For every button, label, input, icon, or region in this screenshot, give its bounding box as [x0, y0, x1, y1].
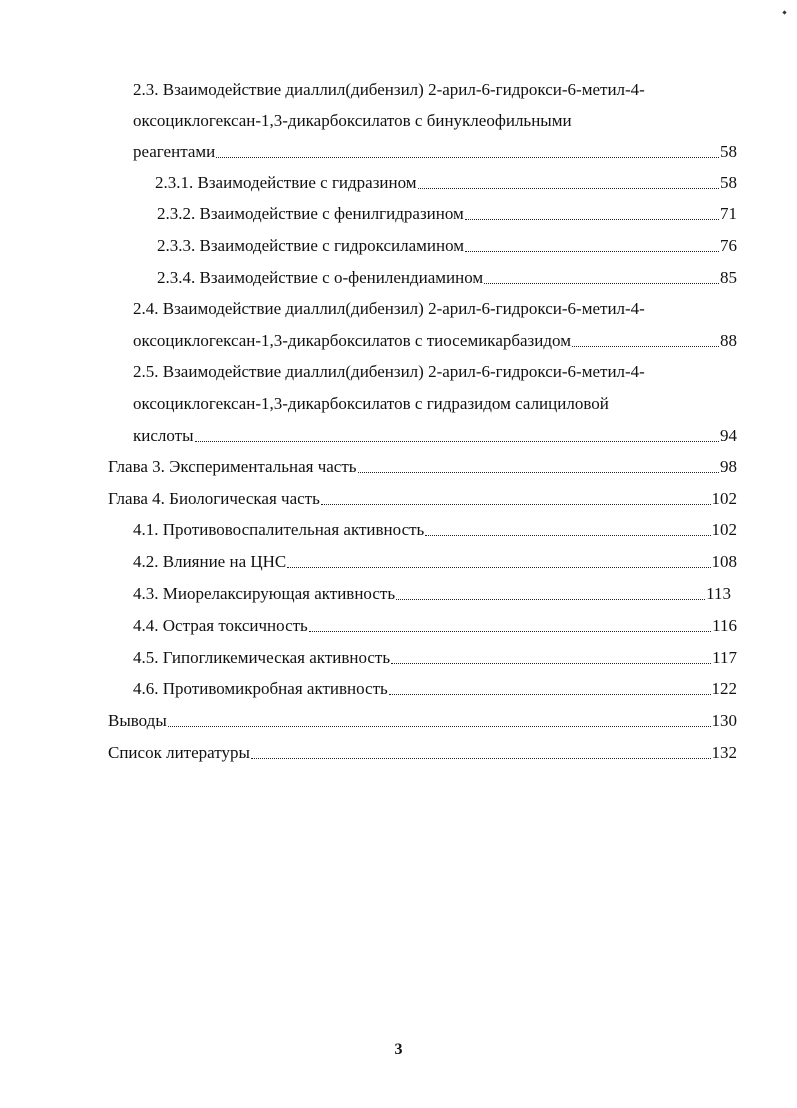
toc-entry-2-4[interactable] [133, 331, 737, 351]
toc-entry-4-5[interactable] [133, 648, 737, 668]
toc-page-number: 122 [711, 679, 737, 698]
toc-2-5-line1: 2.5. Взаимодействие диаллил(дибензил) 2-арил-6-гидрокси-6-метил-4- [133, 362, 645, 381]
toc-entry-label: Список литературы [108, 743, 250, 762]
toc-page-number: 85 [720, 268, 737, 287]
dot-leader [572, 345, 719, 347]
scan-speck [782, 10, 786, 14]
toc-entry-conclusions[interactable] [108, 711, 737, 731]
toc-page-number: 117 [712, 648, 737, 667]
toc-entry-4-6[interactable] [133, 679, 737, 699]
toc-entry-label: Выводы [108, 711, 167, 730]
toc-2-5-line3: кислоты [133, 426, 194, 445]
toc-entry-2-3-1[interactable] [155, 173, 737, 193]
dot-leader [216, 156, 719, 158]
toc-entry-4-1[interactable] [133, 520, 737, 540]
toc-2-5-line2: оксоциклогексан-1,3-дикарбоксилатов с гидразидом салициловой [133, 394, 609, 413]
toc-entry-label: 2.3.3. Взаимодействие с гидроксиламином [157, 236, 465, 255]
toc-entry-label: Глава 4. Биологическая часть [108, 489, 320, 508]
toc-entry-label: 4.1. Противовоспалительная активность [133, 520, 425, 539]
dot-leader [389, 693, 711, 695]
toc-2-3-line1: 2.3. Взаимодействие диаллил(дибензил) 2-арил-6-гидрокси-6-метил-4- [133, 80, 645, 99]
toc-page-number: 102 [711, 520, 737, 539]
toc-entry-2-3-3[interactable] [157, 236, 737, 256]
toc-entry-label: 2.3.4. Взаимодействие с о-фенилендиамином [157, 268, 484, 287]
toc-entry-label: 2.3.1. Взаимодействие с гидразином [155, 173, 417, 192]
toc-entry-4-2[interactable] [133, 552, 737, 572]
toc-entry-label: 4.6. Противомикробная активность [133, 679, 388, 698]
dot-leader [321, 503, 711, 505]
toc-page-number: 102 [711, 489, 737, 508]
toc-page-number: 113 [706, 584, 731, 603]
dot-leader [358, 471, 719, 473]
dot-leader [465, 218, 719, 220]
toc-page-number: 88 [720, 331, 737, 350]
toc-page-number: 132 [711, 743, 737, 762]
toc-entry-label: 4.2. Влияние на ЦНС [133, 552, 287, 571]
toc-entry-chapter-3[interactable] [108, 457, 737, 477]
toc-page-number: 58 [720, 142, 737, 161]
toc-page-number: 116 [712, 616, 737, 635]
page-number: 3 [394, 1041, 403, 1058]
toc-page-number: 58 [720, 173, 737, 192]
dot-leader [465, 250, 719, 252]
toc-entry-label: 4.3. Миорелаксирующая активность [133, 584, 396, 603]
dot-leader [396, 598, 705, 600]
toc-entry-2-3-2[interactable] [157, 204, 737, 224]
toc-2-3-line3: реагентами [133, 142, 216, 161]
toc-entry-2-5[interactable] [133, 426, 737, 446]
toc-page-number: 71 [720, 204, 737, 223]
toc-page-number: 94 [720, 426, 737, 445]
dot-leader [425, 534, 710, 536]
toc-2-4-line1: 2.4. Взаимодействие диаллил(дибензил) 2-арил-6-гидрокси-6-метил-4- [133, 299, 645, 318]
toc-2-4-line2: оксоциклогексан-1,3-дикарбоксилатов с тиосемикарбазидом [133, 331, 571, 350]
dot-leader [418, 187, 719, 189]
toc-entry-label: 4.4. Острая токсичность [133, 616, 308, 635]
toc-entry-2-3[interactable] [133, 142, 737, 162]
dot-leader [195, 440, 719, 442]
toc-page-number: 76 [720, 236, 737, 255]
toc-page-number: 108 [711, 552, 737, 571]
toc-entry-label: 4.5. Гипогликемическая активность [133, 648, 391, 667]
toc-entry-label: Глава 3. Экспериментальная часть [108, 457, 357, 476]
toc-entry-chapter-4[interactable] [108, 489, 737, 509]
toc-entry-2-3-4[interactable] [157, 268, 737, 288]
toc-2-3-line2: оксоциклогексан-1,3-дикарбоксилатов с бинуклеофильными [133, 111, 572, 130]
dot-leader [287, 566, 710, 568]
toc-entry-4-4[interactable] [133, 616, 737, 636]
toc-page-number: 98 [720, 457, 737, 476]
dot-leader [251, 757, 711, 759]
toc-entry-label: 2.3.2. Взаимодействие с фенилгидразином [157, 204, 464, 223]
dot-leader [168, 725, 711, 727]
toc-page-number: 130 [711, 711, 737, 730]
toc-entry-references[interactable] [108, 743, 737, 763]
dot-leader [309, 630, 711, 632]
dot-leader [391, 662, 711, 664]
toc-entry-4-3[interactable] [133, 584, 731, 604]
dot-leader [484, 282, 719, 284]
